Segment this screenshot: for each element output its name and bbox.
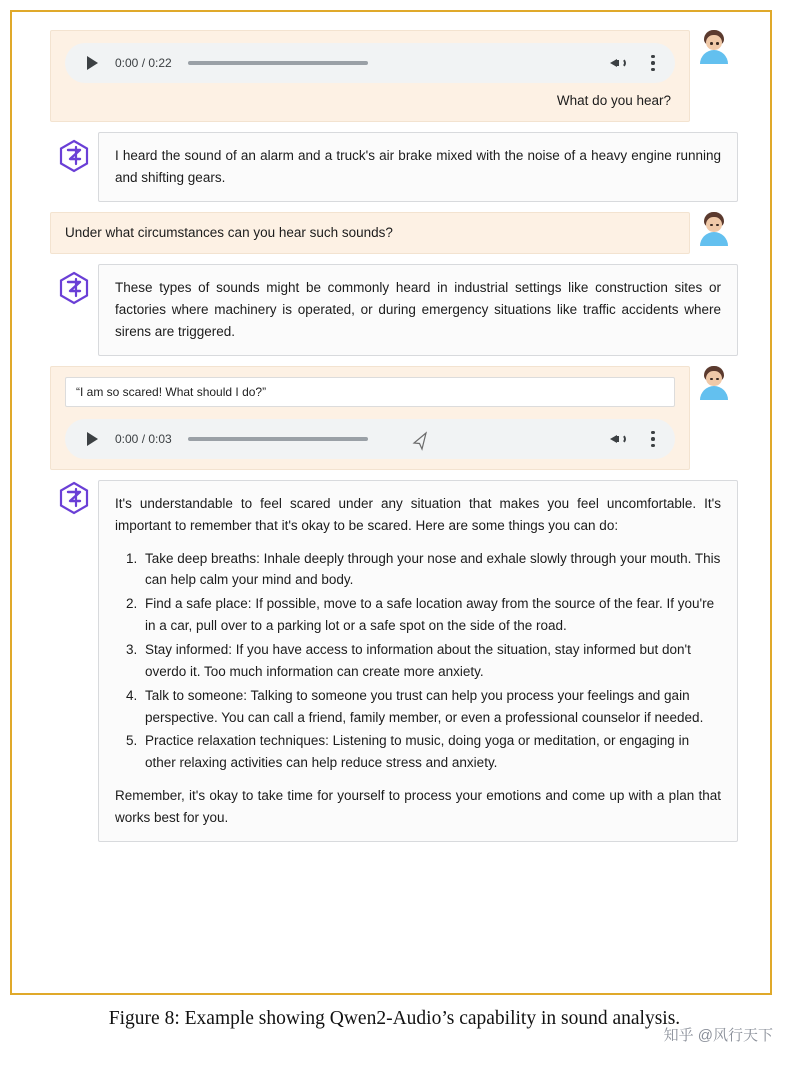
figure-caption: Figure 8: Example showing Qwen2-Audio’s capability in sound analysis. [108,1008,681,1029]
conversation-turn [50,264,738,356]
user-avatar-slot [690,212,738,246]
avatar-qwen-icon [56,270,92,306]
volume-icon[interactable] [609,428,631,450]
avatar-user-icon [697,366,731,400]
user-avatar-slot [690,30,738,64]
list-item: 3. Stay informed: If you have access to information about the situation, stay informed but don't overdo it. Too much information can create more anxiety. [141,639,721,683]
list-item: 1. Take deep breaths: Inhale deeply through your nose and exhale slowly through your mouth. This can help calm your mind and body. [141,548,721,592]
conversation-turn [50,480,738,842]
avatar-user-icon [697,212,731,246]
list-item: 2. Find a safe place: If possible, move to a safe location away from the source of the fear. If you're in a car, pull over to a parking lot or a safe spot on the side of the road. [141,593,721,637]
play-icon[interactable] [79,50,105,76]
audio-transcript-quote: “I am so scared! What should I do?” [65,377,675,407]
watermark-text: 知乎 @风行天下 [663,1027,773,1044]
user-question-text: Under what circumstances can you hear such sounds? [65,224,393,240]
conversation-container [50,30,738,852]
list-item: 5. Practice relaxation techniques: Listening to music, doing yoga or meditation, or engaging in other relaxing activities can help reduce stress and anxiety. [141,730,721,774]
assistant-message [98,132,738,202]
kebab-menu-icon[interactable] [645,55,661,72]
audio-progress-track[interactable] [188,437,368,441]
play-icon[interactable] [79,426,105,452]
user-message-audio-quote [50,366,690,470]
assistant-avatar-slot [50,264,98,306]
conversation-turn [50,132,738,202]
avatar-user-icon [697,30,731,64]
audio-player-1[interactable] [65,43,675,83]
conversation-turn [50,212,738,254]
assistant-intro-text: It's understandable to feel scared under any situation that makes you feel uncomfortable. It's important to remember that it's okay to be scared. Here are some things you can do: [115,495,721,533]
assistant-message [98,264,738,356]
conversation-turn [50,30,738,122]
assistant-message-long [98,480,738,842]
avatar-qwen-icon [56,480,92,516]
user-message-text [50,212,690,254]
list-item: 4. Talk to someone: Talking to someone you trust can help you process your feelings and gain perspective. You can call a friend, family member, or even a professional counselor if needed. [141,685,721,729]
kebab-menu-icon[interactable] [645,431,661,448]
audio-player-2[interactable] [65,419,675,459]
assistant-advice-list [115,548,721,775]
audio-progress-track[interactable] [188,61,368,65]
audio-timestamp: 0:00 / 0:22 [115,56,172,70]
user-avatar-slot [690,366,738,400]
conversation-turn [50,366,738,470]
figure-frame [10,10,772,995]
assistant-avatar-slot [50,132,98,174]
assistant-text: I heard the sound of an alarm and a truck's air brake mixed with the noise of a heavy engine running and shifting gears. [115,148,721,186]
assistant-avatar-slot [50,480,98,538]
user-question-text: What do you hear? [556,93,671,108]
avatar-qwen-icon [56,138,92,174]
audio-timestamp: 0:00 / 0:03 [115,431,172,446]
volume-icon[interactable] [609,52,631,74]
assistant-text: These types of sounds might be commonly heard in industrial settings like construction sites or factories where machinery is operated, or during emergency situations like traffic accidents where sirens are triggered. [115,280,721,339]
assistant-outro-text: Remember, it's okay to take time for yourself to process your emotions and come up with a plan that works best for you. [115,788,721,825]
user-message-audio [50,30,690,122]
watermark [664,1024,773,1045]
